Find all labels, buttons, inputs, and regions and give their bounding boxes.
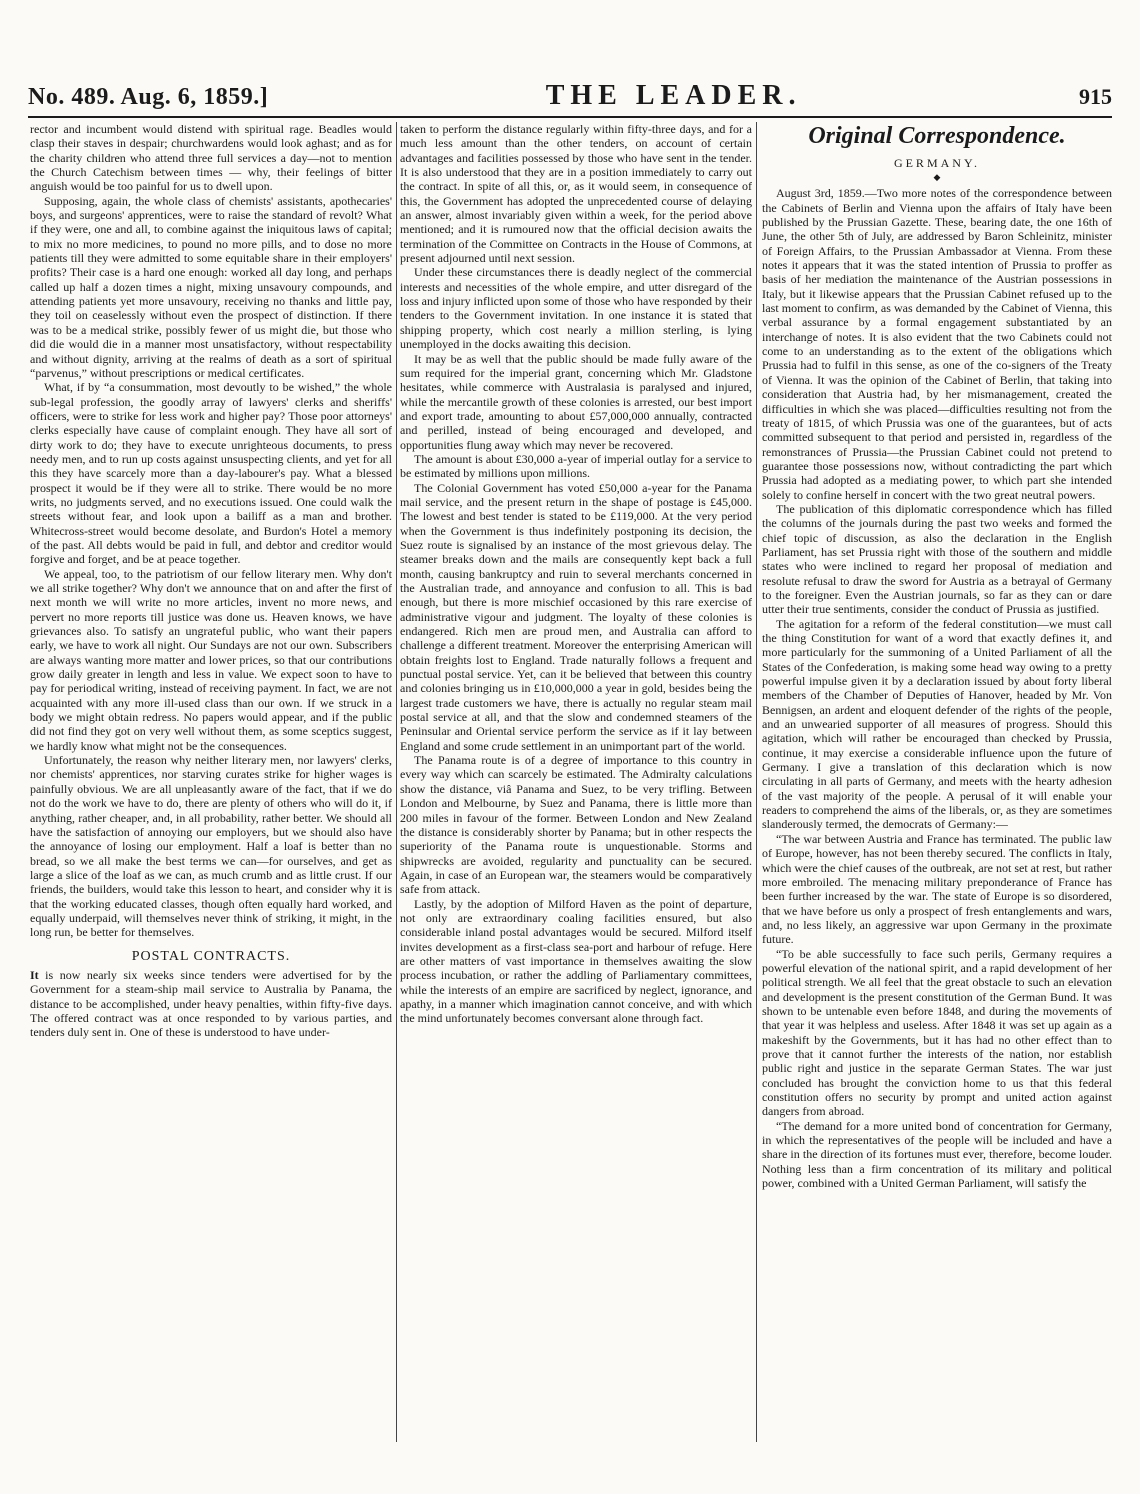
article-paragraph: We appeal, too, to the patriotism of our fellow literary men. Why don't we all strike together? Why don't we announce that on and after the first of next month we will write no more articles, invent no more news, and pervert no more reports till justice was done us. Heaven knows, we have grievances also. To satisfy an ungrateful public, who want their papers early, we have to work all night. Our Sundays are not our own. Subscribers are always wanting more matter and lower prices, so that our contributions grow daily greater in length and less in value. We expect soon to have to pay for periodical writing, instead of receiving payment. In fact, we are not acquainted with any more ill-used class than our own. If we struck in a body we might obtain redress. No papers would appear, and if the public did not find they got on very well without them, as some sceptics suggest, we hardly know what might not be the consequences. [30,566,392,753]
issue-number: No. 489. [28,84,116,110]
article-paragraph: The agitation for a reform of the federal constitution—we must call the thing Constitution for want of a word that exactly defines it, and more particularly for the summoning of a United Parliament of all the States of the Confederation, is making some head way owing to a pretty powerful impulse given it by a declaration issued by about forty liberal members of the Chamber of Deputies of Hanover, headed by Mr. Von Bennigsen, an ardent and eloquent defender of the rights of the people, and an unwearied supporter of all measures of progress. Should this agitation, which will rather be encouraged than checked by Prussia, continue, it may exercise a considerable influence upon the future of Germany. I give a translation of this declaration which is now circulating in all parts of Germany, and meets with the hearty adhesion of the vast majority of the people. A perusal of it will enable your readers to comprehend the aims of the liberals, or, as they are sometimes slanderously termed, the democrats of Germany:— [762,616,1112,832]
section-title: Original Correspondence. [808,123,1066,149]
column-three [762,122,1112,1472]
ornament-divider: ◆ [933,172,941,183]
article-paragraph: The Panama route is of a degree of importance to this country in every way which can scarcely be estimated. The Admiralty calculations show the distance, viâ Panama and Suez, to be very trifling. Between London and Melbourne, by Suez and Panama, there is little more than 200 miles in favour of the former. Between London and New Zealand the distance is considerably shorter by Panama; but in other respects the superiority of the Panama route is unquestionable. Storms and shipwrecks are avoided, regularity and punctuality can be secured. Again, in case of an European war, the steamers would be comparatively safe from attack. [400,753,752,897]
article-paragraph: Supposing, again, the whole class of chemists' assistants, apothecaries' boys, and surgeons' apprentices, were to raise the standard of revolt? What if they were, one and all, to combine against the iniquitous laws of capital; to mix no more medicines, to pound no more pills, and to dose no more patients till they were admitted to some equitable share in their employers' profits? Their case is a hard one enough: worked all day long, and perhaps called up half a dozen times a night, mixing unsavoury compounds, and attending patients yet more unsavoury, receiving no thanks and little pay, they toil on ceaselessly without even the prospect of distinction. If there was to be a medical strike, possibly fewer of us might die, but those who did die would die in a manner most unsatisfactory, without respectability and without dignity, arriving at the realms of death as a sort of spiritual “parvenus,” without prescriptions or medical certificates. [30,193,392,380]
article-paragraph: The Colonial Government has voted £50,000 a-year for the Panama mail service, and the present return in the shape of postage is £45,000. The lowest and best tender is stated to be £119,000. At the very period when the Government is thus indefinitely postponing its decision, the Suez route is signalised by an instance of the most grievous delay. The steamer breaks down and the mails are consequently kept back a full month, causing bankruptcy and ruin to several merchants concerned in the Australian trade, and annoyance and confusion to all. This is bad enough, but there is more mischief occasioned by this rare exercise of administrative vigour and judgment. The loyalty of these colonies is endangered. Rich men are proud men, and Australia can afford to challenge a different treatment. Moreover the enterprising American will obtain freights lost to England. Trade naturally follows a frequent and punctual postal service. Yet, can it be believed that between this country and colonies bringing us in £10,000,000 a year in gold, besides being the largest trade customers we have, there is actually no regular steam mail postal service at all, and that the slow and condemned steamers of the Peninsular and Oriental service perform the service as if it lay between England and some crude settlement in an unimportant part of the world. [400,480,752,753]
article-paragraph: taken to perform the distance regularly within fifty-three days, and for a much less amount than the other tenders, on account of certain advantages and facilities possessed by those who have sent in the tender. It is also understood that they are in a position immediately to carry out the contract. In spite of all this, or, as it would seem, in consequence of this, the Government has adopted the unprecedented course of delaying an answer, almost invariably given within a week, for the period above mentioned; and it is rumoured now that the official decision awaits the termination of the Committee on Contracts in the House of Commons, at present adjourned until next session. [400,122,752,266]
article-paragraph: It may be as well that the public should be made fully aware of the sum required for the imperial grant, concerning which Mr. Gladstone hesitates, while commerce with Australasia is paralysed and injured, while the mercantile growth of these colonies is arrested, our best import and export trade, amounting to about £57,000,000 annually, contracted and perilled, instead of being encouraged and developed, and opportunities flung away which may never be recovered. [400,351,752,452]
article-paragraph: August 3rd, 1859.—Two more notes of the correspondence between the Cabinets of Berlin and Vienna upon the affairs of Italy have been published by the Prussian Gazette. These, bearing date, the one 16th of June, the other 5th of July, are addressed by Baron Schleinitz, minister of Foreign Affairs, to the Prussian Ambassador at Vienna. From these notes it appears that it was the stated intention of Prussia to proffer as basis of her mediation the maintenance of the Austrian possessions in Italy, but it likewise appears that the Prussian Cabinet refused up to the last moment to confirm, as was demanded by the Cabinet of Vienna, this verbal assurance by a formal engagement substantiated by an interchange of notes. It is also evident that the two Cabinets could not come to an understanding as to the extent of the obligations which Prussia had to fulfil in this sense, as one of the co-signers of the Treaty of Vienna. It was the opinion of the Cabinet of Berlin, that taking into consideration that Austria had, by her mismanagement, created the difficulties in which she was placed—difficulties resulting not from the treaty of 1815, of which Prussia was one of the guarantees, but of acts committed subsequent to that period and persisted in, regardless of the remonstrances of Prussia—the Prussian Cabinet could not pretend to guarantee those possessions now, without contradicting the part which Prussia had adopted as a mediating power, to which part she intended solely to confine herself in concert with the two great neutral powers. [762,186,1112,502]
column-one [30,122,392,1472]
column-rule [756,122,757,1442]
article-paragraph: “To be able successfully to face such perils, Germany requires a powerful elevation of the national spirit, and a rapid development of her political strength. We all feel that the great obstacle to such an elevation and development is the present constitution of the German Bund. It was shown to be untenable even before 1848, and during the movements of that year it was helpless and useless. After 1848 it was set up again as a makeshift by the Governments, but it has had no other effect than to prove that it cannot further the interests of the nation, nor establish public right and justice in the separate German States. The war just concluded has brought the conviction home to us that this federal constitution offers no security by prompt and united action against dangers from abroad. [762,946,1112,1119]
issue-date-text: Aug. 6, 1859.] [120,84,269,110]
masthead [28,80,1112,118]
article-paragraph: Under these circumstances there is deadly neglect of the commercial interests and necessities of the whole empire, and utter disregard of the loss and injury inflicted upon some of those who have responded by their tenders to the Government invitation. In one instance it is stated that shipping property, which cost nearly a million sterling, is lying unemployed in the docks awaiting this decision. [400,265,752,352]
article-paragraph [30,968,392,1040]
section-heading: POSTAL CONTRACTS. [131,948,291,964]
column-two [400,122,752,1472]
article-paragraph: “The war between Austria and France has terminated. The public law of Europe, however, has not been thereby secured. The conflicts in Italy, which were the chief causes of the outbreak, are not set at rest, but rather more embroiled. The menacing military preponderance of France has been further increased by the war. The state of Europe is so disordered, that we have before us only a prospect of fresh entanglements and wars, and, no less likely, an aggressive war upon Germany in the proximate future. [762,831,1112,947]
postal-text: is now nearly six weeks since tenders were advertised for by the Government for a steam-ship mail service to Australia by Panama, the distance to be accomplished, under heavy penalties, within fifty-five days. The offered contract was at once responded to by various parties, and tenders duly sent in. One of these is understood to have under- [30,967,392,1040]
page-number: 915 [1079,84,1112,109]
article-paragraph: The publication of this diplomatic correspondence which has filled the columns of the journals during the past two weeks and formed the chief topic of discussion, as also the declaration in the English Parliament, has set Prussia right with those of the southern and middle states who were inclined to regard her proposal of mediation and resolute refusal to draw the sword for Austria as a betrayal of Germany to the foreigner. Even the Austrian journals, so far as they can or dare utter their true sentiments, consider the conduct of Prussia as justified. [762,501,1112,617]
subheading: GERMANY. [893,156,981,170]
article-paragraph: What, if by “a consummation, most devoutly to be wished,” the whole sub-legal profession, the goodly array of lawyers' clerks and sheriffs' officers, were to strike for less work and higher pay? Those poor attorneys' clerks especially have cause of complaint enough. They have all sort of dirty work to do; they have to execute unrighteous documents, to press needy men, and to run up costs against unsuspecting clients, and yet for all this they have scarcely more than a day-labourer's pay. What a blessed prospect it would be if they were all to strike. There would be no more writs, no judgments served, and no executions issued. One could walk the streets without fear, and look upon a bailiff as a man and brother. Whitecross-street would become desolate, and Burdon's Hotel a memory of the past. All debts would be paid in full, and debtor and creditor would forgive and forget, and be at peace together. [30,380,392,567]
article-paragraph: “The demand for a more united bond of concentration for Germany, in which the representatives of the people will be included and have a share in the direction of its fortunes must ever, therefore, become louder. Nothing less than a firm concentration of its military and political power, combined with a United German Parliament, will satisfy the [762,1118,1112,1191]
article-paragraph: The amount is about £30,000 a-year of imperial outlay for a service to be estimated by millions upon millions. [400,451,752,481]
newspaper-title: THE LEADER. [545,80,802,111]
article-paragraph: rector and incumbent would distend with spiritual rage. Beadles would clasp their staves in despair; churchwardens would look aghast; and as for the charity children who attend three full services a day—not to mention the Church Catechism between times — why, their feelings of bitter anguish would be too painful for us to dwell upon. [30,122,392,194]
article-paragraph: Lastly, by the adoption of Milford Haven as the point of departure, not only are extraordinary coaling facilities ensured, but also considerable inland postal advantages would be secured. Milford itself invites development as a first-class sea-port and harbour of refuge. Here are other matters of vast importance in themselves awaiting the slow process incubation, or rather the addling of Parliamentary committees, while the interests of an empire are sacrificed by neglect, ignorance, and apathy, in a manner which imagination cannot conceive, and with which the mind unfortunately becomes conversant alone through fact. [400,896,752,1026]
article-paragraph: Unfortunately, the reason why neither literary men, nor lawyers' clerks, nor chemists' apprentices, nor starving curates strike for higher wages is painfully obvious. We are all unpleasantly aware of the fact, that if we do not do the work we have to do, there are plenty of others who will do it, if anything, rather cheaper, and, in all probability, rather better. We should all have the satisfaction of annoying our employers, but we should also have the annoyance of losing our employment. Half a loaf is better than no bread, so we all make the best terms we can—for ourselves, and get as large a slice of the loaf as we can, as much crumb and as little crust. If our friends, the builders, would take this lesson to heart, and consider why it is that the working educated classes, though often equally hard worked, and equally underpaid, will themselves never think of striking, it might, in the long run, be better for themselves. [30,753,392,940]
issue-date [28,84,268,111]
drop-cap: It [30,967,39,982]
column-rule [396,122,397,1442]
